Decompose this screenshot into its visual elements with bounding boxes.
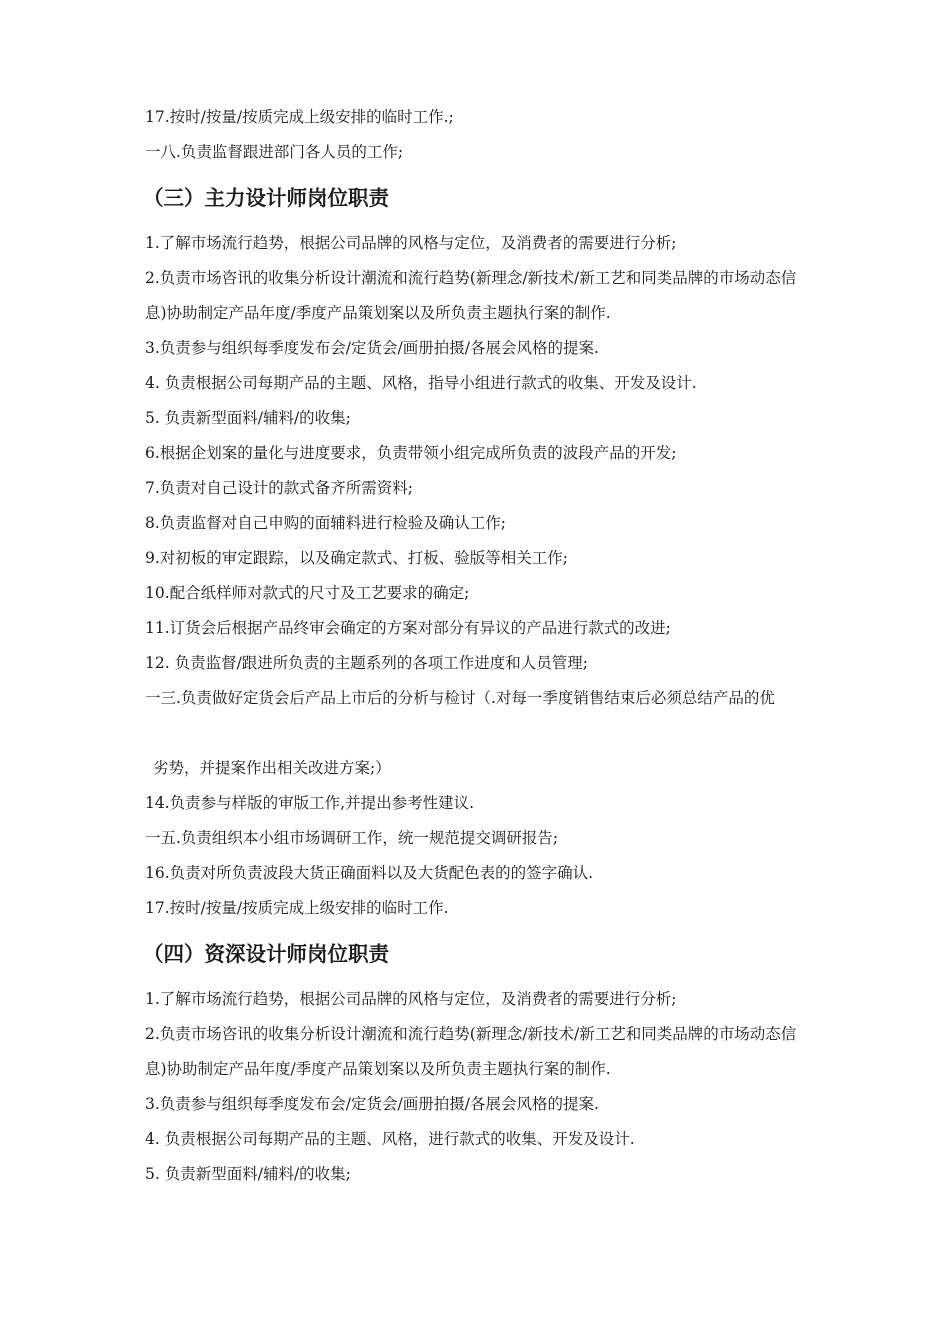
section-heading: （三）主力设计师岗位职责 xyxy=(143,186,389,210)
list-item: 3.负责参与组织每季度发布会/定货会/画册拍摄/各展会风格的提案. xyxy=(145,339,599,357)
list-item: 2.负责市场咨讯的收集分析设计潮流和流行趋势(新理念/新技术/新工艺和同类品牌的市场动态信息)协助制定产品年度/季度产品策划案以及所负责主题执行案的制作. xyxy=(145,1025,797,1078)
list-item: 17.按时/按量/按质完成上级安排的临时工作. xyxy=(145,899,449,917)
list-item-continuation: 劣势，并提案作出相关改进方案;） xyxy=(153,759,391,777)
list-item: 12. 负责监督/跟进所负责的主题系列的各项工作进度和人员管理; xyxy=(145,654,589,672)
list-item: 10.配合纸样师对款式的尺寸及工艺要求的确定; xyxy=(145,584,470,602)
list-item: 14.负责参与样版的审版工作,并提出参考性建议. xyxy=(145,794,475,812)
list-item: 9.对初板的审定跟踪，以及确定款式、打板、验版等相关工作; xyxy=(145,549,569,567)
list-item: 4. 负责根据公司每期产品的主题、风格，指导小组进行款式的收集、开发及设计. xyxy=(145,374,697,392)
list-item: 6.根据企划案的量化与进度要求，负责带领小组完成所负责的波段产品的开发; xyxy=(145,444,677,462)
text-line: 一八.负责监督跟进部门各人员的工作; xyxy=(145,143,404,161)
list-item: 2.负责市场咨讯的收集分析设计潮流和流行趋势(新理念/新技术/新工艺和同类品牌的市场动态信息)协助制定产品年度/季度产品策划案以及所负责主题执行案的制作. xyxy=(145,269,797,322)
list-item: 一五.负责组织本小组市场调研工作，统一规范提交调研报告; xyxy=(145,829,559,847)
list-item: 3.负责参与组织每季度发布会/定货会/画册拍摄/各展会风格的提案. xyxy=(145,1095,599,1113)
list-item: 5. 负责新型面料/辅料/的收集; xyxy=(145,1165,351,1183)
list-item: 16.负责对所负责波段大货正确面料以及大货配色表的的签字确认. xyxy=(145,864,594,882)
list-item: 一三.负责做好定货会后产品上市后的分析与检讨（.对每一季度销售结束后必须总结产品的优 xyxy=(145,689,775,707)
list-item: 7.负责对自己设计的款式备齐所需资料; xyxy=(145,479,414,497)
document-body xyxy=(145,100,815,1192)
list-item: 4. 负责根据公司每期产品的主题、风格，进行款式的收集、开发及设计. xyxy=(145,1130,635,1148)
section-heading: （四）资深设计师岗位职责 xyxy=(143,942,389,966)
list-item: 1.了解市场流行趋势，根据公司品牌的风格与定位，及消费者的需要进行分析; xyxy=(145,990,677,1008)
list-item: 11.订货会后根据产品终审会确定的方案对部分有异议的产品进行款式的改进; xyxy=(145,619,671,637)
list-item: 1.了解市场流行趋势，根据公司品牌的风格与定位，及消费者的需要进行分析; xyxy=(145,234,677,252)
text-line: 17.按时/按量/按质完成上级安排的临时工作.; xyxy=(145,108,454,126)
list-item: 5. 负责新型面料/辅料/的收集; xyxy=(145,409,351,427)
list-item: 8.负责监督对自己申购的面辅料进行检验及确认工作; xyxy=(145,514,507,532)
